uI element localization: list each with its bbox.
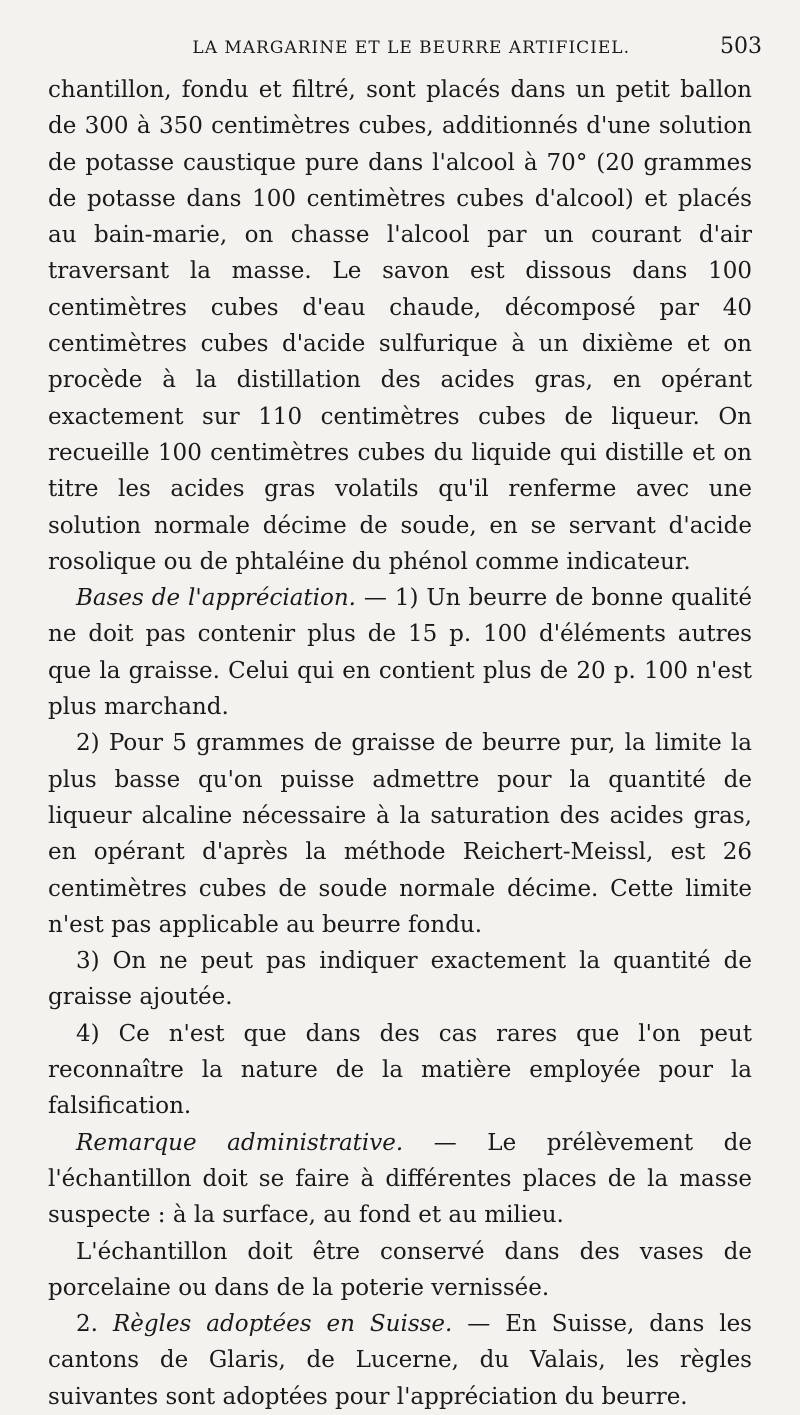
paragraph-p7 (48, 1234, 752, 1307)
paragraph-p6 (48, 1125, 752, 1234)
italic-heading: Remarque administrative. (76, 1129, 404, 1156)
text-run: — Le prélèvement de l'échantillon doit se faire à différentes places de la masse suspecte : à la surface, au fond et au milieu. (48, 1129, 752, 1229)
paragraph-p8 (48, 1306, 752, 1415)
running-head (48, 34, 762, 59)
text-run: — En Suisse, dans les cantons de Glaris, de Lucerne, du Valais, les règles suivantes sont adoptées pour l'appréciation du beurre. (48, 1311, 752, 1410)
text-run: 4) Ce n'est que dans des cas rares que l'on peut reconnaître la nature de la matière employée pour la falsification. (48, 1020, 752, 1120)
paragraph-p4 (48, 943, 752, 1016)
text-run: 2) Pour 5 grammes de graisse de beurre pur, la limite la plus basse qu'on puisse admettre pour la quantité de liqueur alcaline nécessaire à la saturation des acides gras, en opérant d'après la méthode Reichert-Meissl, est 26 centimètres cubes de soude normale décime. Cette limite n'est pas applicable au beurre fondu. (48, 730, 752, 938)
text-run: 3) On ne peut pas indiquer exactement la quantité de graisse ajoutée. (48, 948, 752, 1011)
italic-heading: Bases de l'appréciation. (76, 585, 356, 612)
text-run: L'échantillon doit être conservé dans des vases de porcelaine ou dans de la poterie vernissée. (48, 1238, 752, 1301)
paragraph-p2 (48, 580, 752, 725)
running-title: LA MARGARINE ET LE BEURRE ARTIFICIEL. (192, 38, 630, 58)
body-text (48, 72, 752, 1415)
paragraph-p1 (48, 72, 752, 580)
text-run: chantillon, fondu et filtré, sont placés dans un petit ballon de 300 à 350 centimètres cubes, additionnés d'une solution de potasse caustique pure dans l'alcool à 70° (20 grammes de potasse dans 100 centimètres cubes d'alcool) et placés au bain-marie, on chasse l'alcool par un courant d'air traversant la masse. Le savon est dissous dans 100 centimètres cubes d'eau chaude, décomposé par 40 centimètres cubes d'acide sulfurique à un dixième et on procède à la distillation des acides gras, en opérant exactement sur 110 centimètres cubes de liqueur. On recueille 100 centimètres cubes du liquide qui distille et on titre les acides gras volatils qu'il renferme avec une solution normale décime de soude, en se servant d'acide rosolique ou de phtaléine du phénol comme indicateur. (48, 77, 752, 575)
text-run: 2. (76, 1311, 113, 1338)
page-number: 503 (720, 34, 762, 59)
text-run: — 1) Un beurre de bonne qualité ne doit pas contenir plus de 15 p. 100 d'éléments autres que la graisse. Celui qui en contient plus de 20 p. 100 n'est plus marchand. (48, 585, 752, 721)
paragraph-p5 (48, 1016, 752, 1125)
paragraph-p3 (48, 725, 752, 943)
italic-heading: Règles adoptées en Suisse. (112, 1311, 453, 1338)
